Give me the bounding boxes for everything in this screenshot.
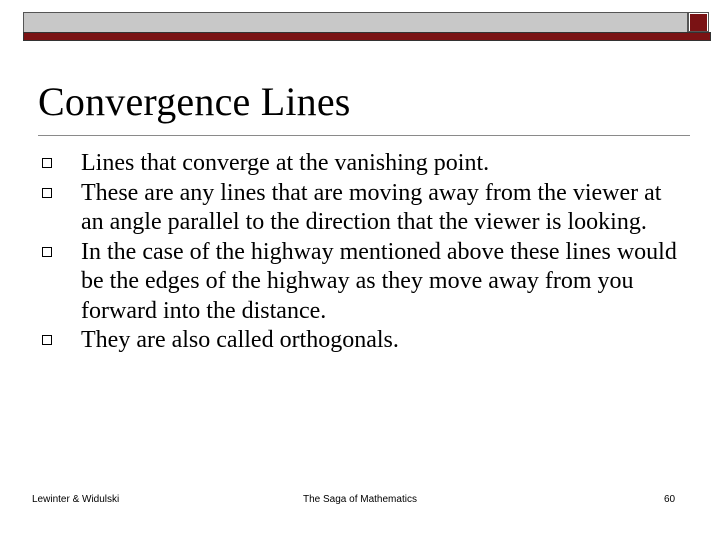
bullet-item (42, 326, 682, 356)
header-red-bar (23, 32, 711, 41)
header-gray-bar (23, 12, 688, 32)
bullet-text: Lines that converge at the vanishing point. (81, 150, 490, 176)
bullet-text: They are also called orthogonals. (81, 327, 399, 353)
header-corner-square (690, 14, 707, 31)
hollow-square-bullet-icon (42, 158, 52, 168)
footer-book-title: The Saga of Mathematics (303, 494, 417, 505)
bullet-item (42, 179, 682, 238)
title-divider (38, 135, 690, 136)
footer-page-number: 60 (664, 494, 676, 505)
bullet-item (42, 149, 682, 179)
bullet-text: In the case of the highway mentioned above these lines would be the edges of the highway as they move away from you forward into the distance. (81, 238, 677, 324)
hollow-square-bullet-icon (42, 188, 52, 198)
hollow-square-bullet-icon (42, 247, 52, 257)
bullet-item (42, 238, 682, 327)
slide-title: Convergence Lines (38, 79, 351, 124)
hollow-square-bullet-icon (42, 335, 52, 345)
bullet-text: These are any lines that are moving away from the viewer at an angle parallel to the direction that the viewer is looking. (81, 179, 662, 235)
footer-authors: Lewinter & Widulski (32, 494, 120, 505)
bullet-list (42, 149, 682, 356)
